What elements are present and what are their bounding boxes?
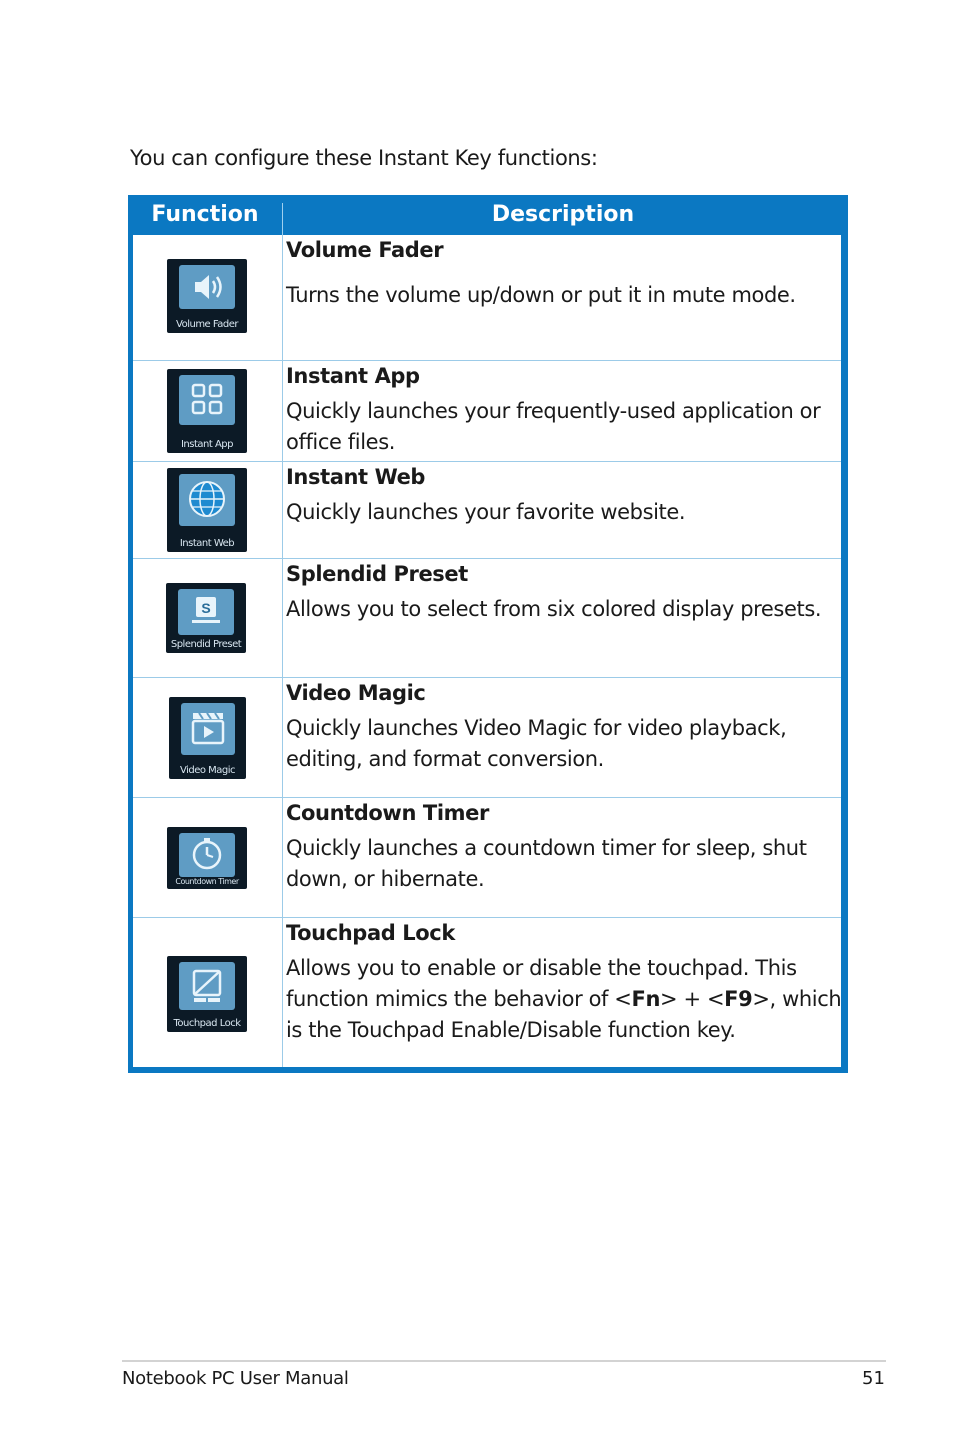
row-text: Turns the volume up/down or put it in mute mode. (286, 283, 796, 307)
row-text-part: Allows you to enable or disable the touchpad. This function mimics the behavior of < (286, 956, 797, 1011)
clapperboard-icon (169, 697, 246, 779)
table-row (133, 462, 841, 559)
row-title: Touchpad Lock (286, 921, 455, 945)
row-description (286, 361, 842, 458)
header-function: Function (151, 202, 259, 227)
globe-icon (167, 468, 247, 552)
row-description (286, 559, 842, 625)
table-body (133, 235, 841, 1067)
icon-caption: Video Magic (179, 765, 236, 776)
instant-key-table (128, 195, 848, 1073)
icon-caption: Volume Fader (176, 319, 238, 330)
row-title: Instant App (286, 364, 420, 388)
table-row (133, 361, 841, 462)
row-text: Quickly launches Video Magic for video playback, editing, and format conversion. (286, 716, 787, 771)
row-text (286, 953, 842, 1046)
table-row (133, 918, 841, 1067)
key-f9: F9 (724, 987, 753, 1011)
icon-caption: Splendid Preset (170, 639, 242, 650)
row-text: Quickly launches your favorite website. (286, 500, 686, 524)
row-text-part: > + < (660, 987, 725, 1011)
icon-caption: Instant App (180, 439, 234, 450)
row-text: Allows you to select from six colored display presets. (286, 597, 822, 621)
row-text: Quickly launches your frequently-used application or office files. (286, 399, 821, 454)
header-description: Description (491, 202, 635, 227)
page-number: 51 (862, 1368, 885, 1389)
icon-caption: Touchpad Lock (173, 1018, 241, 1029)
svg-text:S: S (201, 600, 211, 616)
table-row (133, 678, 841, 798)
table-row (133, 235, 841, 361)
row-title: Volume Fader (286, 238, 444, 262)
row-title: Splendid Preset (286, 562, 468, 586)
row-description (286, 798, 842, 895)
timer-icon (167, 827, 247, 889)
row-text-part: >, which is the Touchpad Enable/Disable function key. (286, 987, 842, 1042)
footer-rule (122, 1360, 886, 1362)
table-row (133, 559, 841, 678)
app-grid-icon (167, 369, 247, 453)
row-title: Instant Web (286, 465, 426, 489)
icon-caption: Instant Web (179, 538, 235, 549)
intro-text: You can configure these Instant Key functions: (130, 146, 598, 170)
row-title: Countdown Timer (286, 801, 489, 825)
table-header (128, 195, 848, 235)
row-description (286, 678, 842, 775)
splendid-icon (166, 583, 246, 653)
row-title: Video Magic (286, 681, 426, 705)
table-row (133, 798, 841, 918)
row-text: Quickly launches a countdown timer for sleep, shut down, or hibernate. (286, 836, 807, 891)
row-description (286, 235, 842, 311)
speaker-icon (167, 259, 247, 333)
row-description (286, 462, 842, 528)
touchpad-icon (167, 956, 247, 1032)
footer-title: Notebook PC User Manual (122, 1368, 349, 1389)
row-description (286, 918, 842, 1046)
key-fn: Fn (631, 987, 661, 1011)
icon-caption: Countdown Timer (175, 877, 239, 886)
